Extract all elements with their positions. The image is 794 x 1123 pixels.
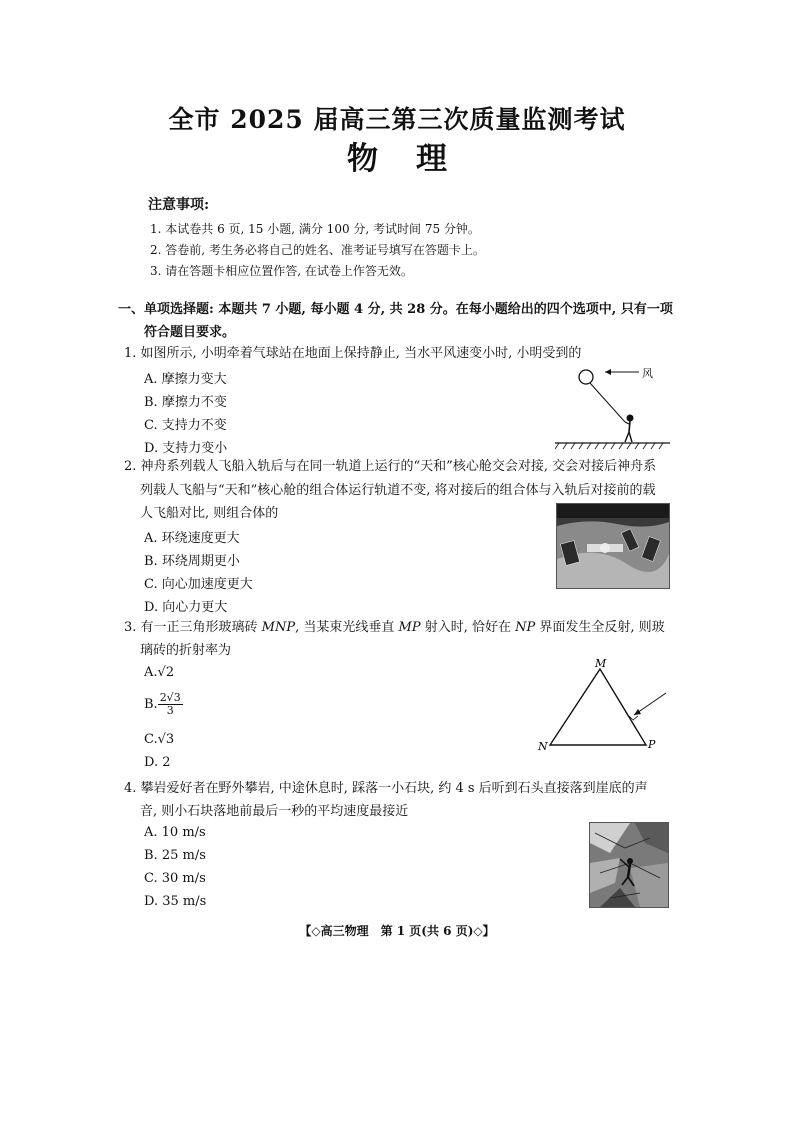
- q2-option-a: A. 环绕速度更大: [144, 531, 240, 546]
- exam-title: 全市 2025 届高三第三次质量监测考试: [168, 105, 626, 134]
- question-3-stem-cont: 璃砖的折射率为: [140, 643, 232, 658]
- q3-option-b: [144, 692, 183, 717]
- q3-var: MNP: [261, 620, 296, 635]
- subject-title: 物理: [347, 141, 485, 177]
- fraction-denominator: 3: [166, 704, 174, 717]
- option-label: B.: [144, 697, 158, 712]
- q4-option-b: B. 25 m/s: [144, 848, 206, 863]
- q3-var: MP: [398, 620, 421, 635]
- q3-option-d: D. 2: [144, 755, 171, 770]
- note-item: 2. 答卷前, 考生务必将自己的姓名、准考证号填写在答题卡上。: [150, 243, 485, 257]
- q3-option-a: [144, 665, 174, 680]
- section-heading-cont: 符合题目要求。: [144, 325, 236, 340]
- note-item: 3. 请在答题卡相应位置作答, 在试卷上作答无效。: [150, 264, 413, 278]
- q3-stem-text: , 当某束光线垂直: [295, 620, 399, 635]
- q1-option-a: A. 摩擦力变大: [144, 372, 227, 387]
- triangle-diagram: [530, 655, 670, 755]
- space-station-photo: [556, 503, 670, 589]
- fraction: [158, 692, 183, 717]
- q3-option-c: [144, 732, 174, 747]
- q2-option-b: B. 环绕周期更小: [144, 554, 240, 569]
- balloon-diagram: [555, 362, 670, 452]
- q4-option-a: A. 10 m/s: [144, 825, 206, 840]
- question-2-stem: 列载人飞船与“天和”核心舱的组合体运行轨道不变, 将对接后的组合体与入轨后对接前的载: [140, 483, 656, 498]
- q4-option-d: D. 35 m/s: [144, 894, 207, 909]
- section-heading: 一、单项选择题: 本题共 7 小题, 每小题 4 分, 共 28 分。在每小题给出的四个选项中, 只有一项: [118, 302, 673, 317]
- q1-option-c: C. 支持力不变: [144, 418, 227, 433]
- q2-option-c: C. 向心加速度更大: [144, 577, 253, 592]
- notes-title: 注意事项:: [148, 197, 210, 213]
- question-4-stem: 音, 则小石块落地前最后一秒的平均速度最接近: [140, 804, 409, 819]
- option-value: √3: [157, 732, 175, 747]
- question-1-stem: 1. 如图所示, 小明牵着气球站在地面上保持静止, 当水平风速变小时, 小明受到的: [124, 346, 582, 361]
- q1-option-b: B. 摩擦力不变: [144, 395, 227, 410]
- question-2-stem: 人飞船对比, 则组合体的: [140, 506, 279, 521]
- page-footer: 【◇高三物理 第 1 页(共 6 页)◇】: [299, 924, 495, 938]
- q3-var: NP: [515, 620, 536, 635]
- vertex-m-label: M: [595, 657, 607, 670]
- q2-option-d: D. 向心力更大: [144, 600, 228, 615]
- question-4-stem: 4. 攀岩爱好者在野外攀岩, 中途休息时, 踩落一小石块, 约 4 s 后听到石头直接落到崖底的声: [124, 781, 648, 796]
- wind-label: 风: [642, 367, 653, 380]
- option-label: C.: [144, 732, 158, 747]
- question-2-stem: 2. 神舟系列载人飞船入轨后与在同一轨道上运行的“天和”核心舱交会对接, 交会对接后神舟系: [124, 459, 657, 474]
- option-value: √2: [157, 665, 175, 680]
- q3-stem-text: 3. 有一正三角形玻璃砖: [124, 620, 262, 635]
- rock-climbing-photo: [589, 822, 669, 908]
- option-label: A.: [144, 665, 158, 680]
- q3-stem-text: 射入时, 恰好在: [420, 620, 516, 635]
- vertex-p-label: P: [648, 738, 656, 751]
- q1-option-d: D. 支持力变小: [144, 441, 228, 456]
- question-3-stem: [124, 617, 684, 639]
- fraction-numerator: 2√3: [159, 691, 181, 704]
- note-item: 1. 本试卷共 6 页, 15 小题, 满分 100 分, 考试时间 75 分钟。: [150, 222, 480, 236]
- q4-option-c: C. 30 m/s: [144, 871, 206, 886]
- vertex-n-label: N: [538, 740, 548, 753]
- q3-stem-text: 界面发生全反射, 则玻: [535, 620, 665, 635]
